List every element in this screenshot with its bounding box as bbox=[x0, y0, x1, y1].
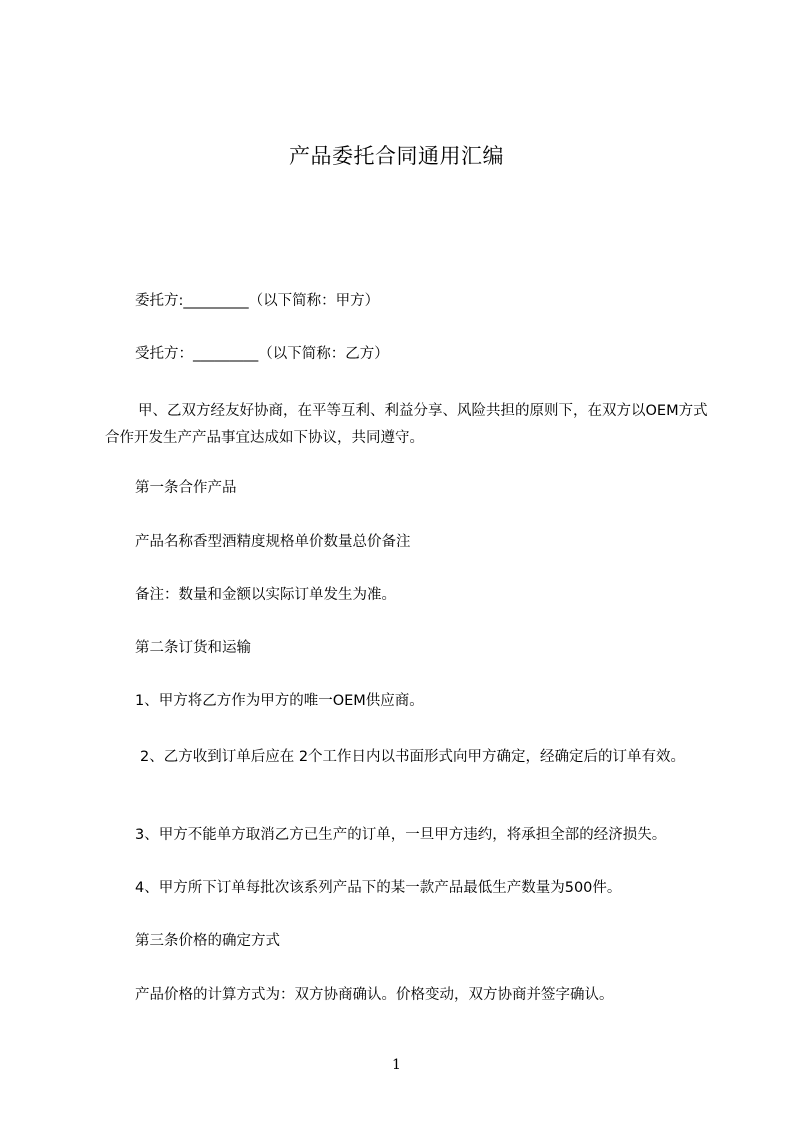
article-1-heading: 第一条合作产品 bbox=[135, 480, 237, 496]
clause-2-1: 1、甲方将乙方作为甲方的唯一OEM供应商。 bbox=[135, 693, 424, 709]
pricing-paragraph: 产品价格的计算方式为：双方协商确认。价格变动，双方协商并签字确认。 bbox=[135, 987, 614, 1003]
product-table-header: 产品名称香型酒精度规格单价数量总价备注 bbox=[135, 534, 411, 550]
clause-2-4: 4、甲方所下订单每批次该系列产品下的某一款产品最低生产数量为500件。 bbox=[135, 880, 622, 896]
preamble-paragraph: 甲、乙双方经友好协商，在平等互利、利益分享、风险共担的原则下，在双方以OEM方式合作开发生产产品事宜达成如下协议，共同遵守。 bbox=[105, 403, 708, 446]
remark-paragraph: 备注：数量和金额以实际订单发生为准。 bbox=[135, 587, 396, 603]
page-number: 1 bbox=[392, 1057, 401, 1073]
article-3-heading: 第三条价格的确定方式 bbox=[135, 933, 280, 949]
client-party-line: 委托方:_________（以下简称：甲方） bbox=[135, 293, 380, 309]
document-title: 产品委托合同通用汇编 bbox=[289, 144, 504, 168]
contractor-party-line: 受托方：_________（以下简称：乙方） bbox=[135, 346, 389, 362]
clause-2-3: 3、甲方不能单方取消乙方已生产的订单，一旦甲方违约，将承担全部的经济损失。 bbox=[135, 827, 667, 843]
article-2-heading: 第二条订货和运输 bbox=[135, 640, 251, 656]
clause-2-2: 2、乙方收到订单后应在 2个工作日内以书面形式向甲方确定，经确定后的订单有效。 bbox=[140, 749, 686, 765]
